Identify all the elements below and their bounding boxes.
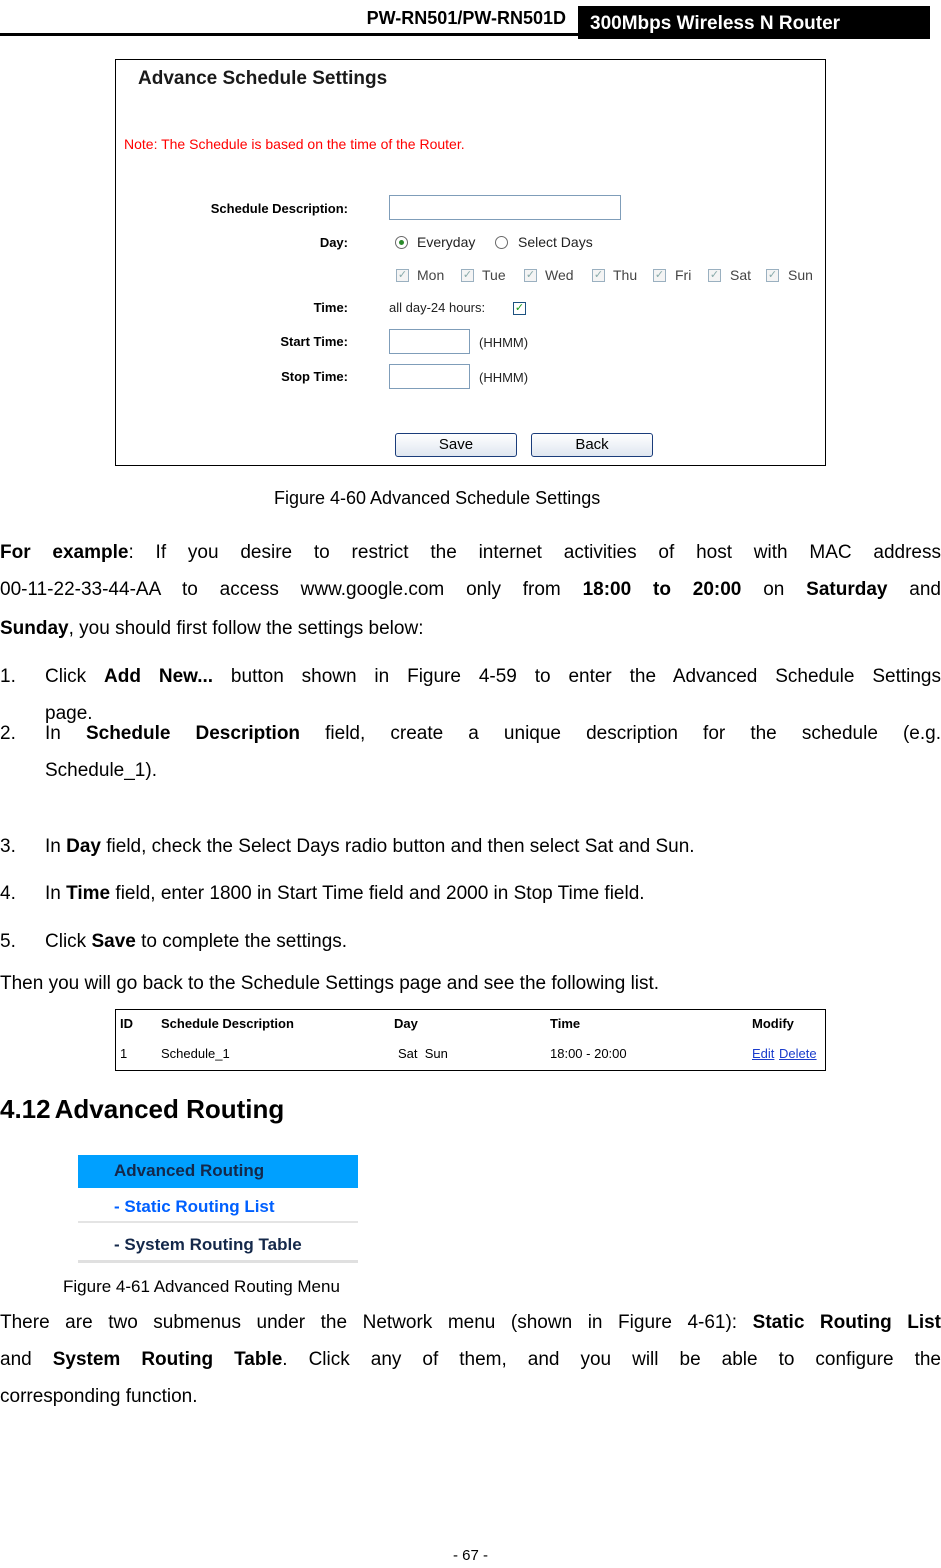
thu-label: Thu: [613, 267, 638, 283]
fri-checkbox[interactable]: ✓: [654, 269, 665, 281]
schedule-settings-title: Advance Schedule Settings: [138, 68, 388, 89]
schedule-list-table: [115, 1009, 826, 1071]
advanced-schedule-settings-screenshot: [115, 59, 826, 466]
mon-label: Mon: [417, 267, 445, 283]
example-line-2: 00-11-22-33-44-AA to access www.google.com only from 18:00 to 20:00 on Saturday and: [0, 579, 941, 600]
stop-time-label: Stop Time:: [281, 369, 348, 384]
select-days-radio[interactable]: [495, 236, 508, 249]
col-time-header: Time: [550, 1016, 581, 1031]
example-line-1: For example: If you desire to restrict the internet activities of host with MAC address: [0, 542, 941, 563]
tue-label: Tue: [482, 267, 506, 283]
allday-checkbox[interactable]: ✓: [514, 302, 525, 314]
sat-checkbox[interactable]: ✓: [709, 269, 720, 281]
day-label: Day:: [319, 235, 348, 250]
delete-link[interactable]: Delete: [779, 1046, 817, 1061]
figure-4-61-caption: Figure 4-61 Advanced Routing Menu: [63, 1277, 340, 1296]
col-day-header: Day: [394, 1016, 418, 1031]
figure-4-60-caption: Figure 4-60 Advanced Schedule Settings: [274, 488, 601, 508]
then-text: Then you will go back to the Schedule Settings page and see the following list.: [0, 973, 660, 994]
start-time-label: Start Time:: [280, 334, 348, 349]
start-time-input[interactable]: [389, 329, 470, 354]
sun-label: Sun: [788, 267, 813, 283]
description-label: Schedule Description:: [210, 201, 348, 216]
example-line-3: Sunday, you should first follow the settings below:: [0, 618, 424, 639]
row-id: 1: [120, 1046, 128, 1061]
edit-link[interactable]: Edit: [752, 1046, 775, 1061]
wed-checkbox[interactable]: ✓: [525, 269, 536, 281]
routing-line-2: and System Routing Table. Click any of them, and you will be able to configure the: [0, 1349, 941, 1370]
menu-static-routing-list[interactable]: - Static Routing List: [78, 1190, 358, 1223]
everyday-radio[interactable]: [395, 236, 408, 249]
allday-label: all day-24 hours:: [389, 300, 486, 315]
row-day: Sat Sun: [398, 1046, 448, 1061]
menu-system-routing-table[interactable]: - System Routing Table: [78, 1227, 358, 1263]
mon-checkbox[interactable]: ✓: [397, 269, 408, 281]
thu-checkbox[interactable]: ✓: [593, 269, 604, 281]
select-days-label: Select Days: [518, 234, 593, 250]
routing-line-3: corresponding function.: [0, 1386, 198, 1407]
sat-label: Sat: [730, 267, 752, 283]
step-1: 1. Click Add New... button shown in Figure 4-59 to enter the Advanced Schedule Settings page.: [0, 666, 941, 724]
tue-checkbox[interactable]: ✓: [462, 269, 473, 281]
sun-checkbox[interactable]: ✓: [767, 269, 778, 281]
fri-label: Fri: [675, 267, 692, 283]
time-label: Time:: [313, 300, 348, 315]
schedule-description-input[interactable]: [389, 195, 621, 220]
stop-hhmm-hint: (HHMM): [479, 370, 529, 385]
routing-line-1: There are two submenus under the Network menu (shown in Figure 4-61): Static Routing List: [0, 1312, 941, 1333]
advanced-routing-menu: [78, 1153, 358, 1266]
row-time: 18:00 - 20:00: [550, 1046, 627, 1061]
menu-advanced-routing[interactable]: Advanced Routing: [78, 1155, 358, 1188]
row-description: Schedule_1: [161, 1046, 230, 1061]
col-id-header: ID: [120, 1016, 133, 1031]
back-button[interactable]: Back: [531, 433, 653, 457]
header-product: 300Mbps Wireless N Router: [578, 6, 930, 39]
step-2: 2. In Schedule Description field, create a unique description for the schedule (e.g. Schedule_1).: [0, 723, 941, 781]
section-heading: 4.12 Advanced Routing: [0, 1094, 285, 1124]
save-button[interactable]: Save: [395, 433, 517, 457]
wed-label: Wed: [545, 267, 574, 283]
stop-time-input[interactable]: [389, 364, 470, 389]
schedule-note: Note: The Schedule is based on the time of the Router.: [124, 136, 465, 152]
col-description-header: Schedule Description: [161, 1016, 294, 1031]
everyday-label: Everyday: [417, 234, 476, 250]
header-model: PW-RN501/PW-RN501D: [0, 6, 578, 36]
col-modify-header: Modify: [752, 1016, 794, 1031]
start-hhmm-hint: (HHMM): [479, 335, 529, 350]
page-number: - 67 -: [452, 1547, 488, 1564]
